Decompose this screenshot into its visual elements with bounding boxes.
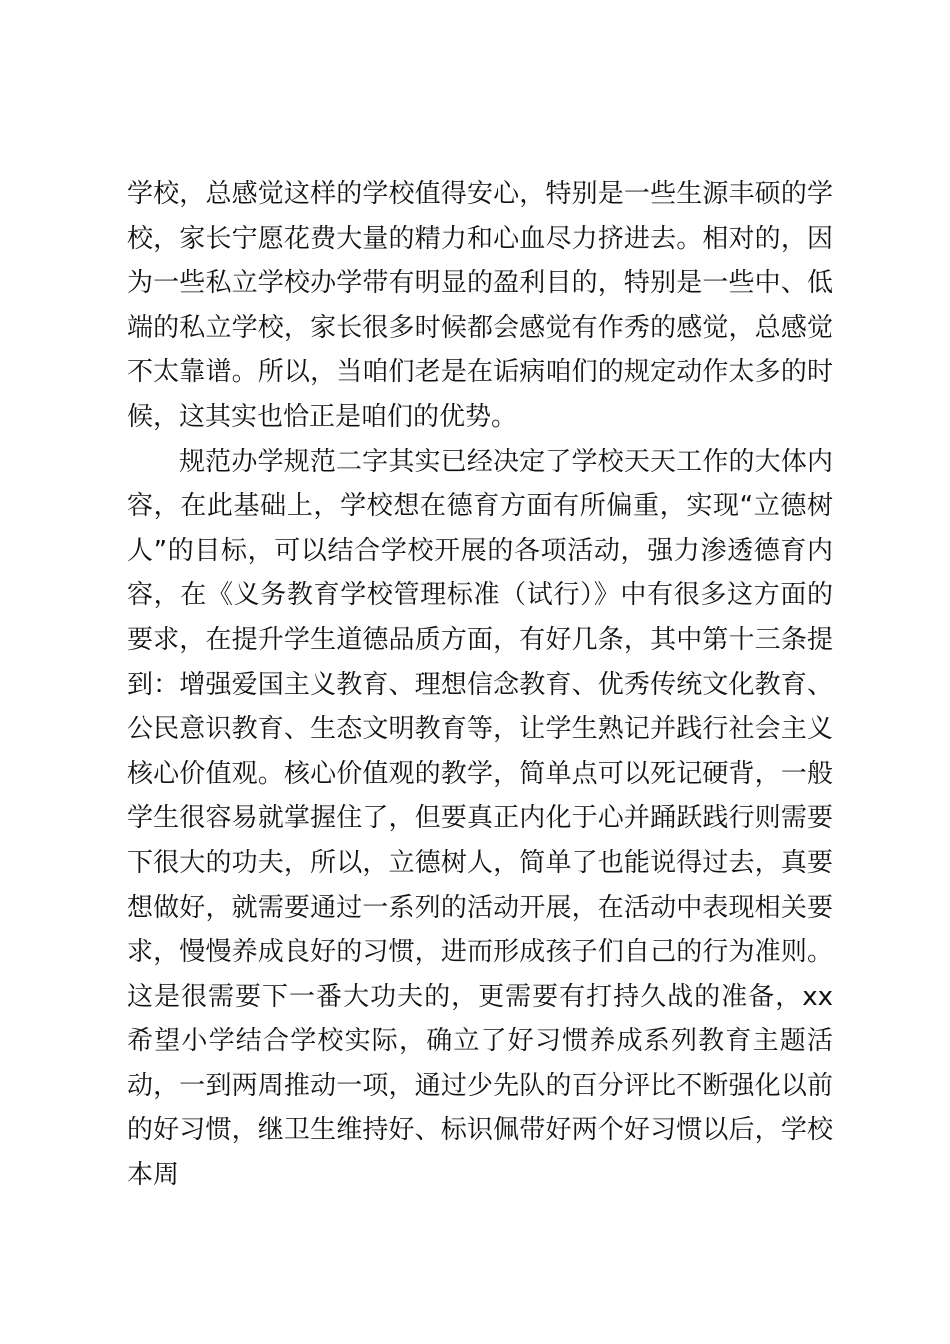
paragraph-1: 学校，总感觉这样的学校值得安心，特别是一些生源丰硕的学校，家长宁愿花费大量的精力和心血尽力挤进去。相对的，因为一些私立学校办学带有明显的盈利目的，特别是一些中、低端的私立学校，家长很多时候都会感觉有作秀的感觉，总感觉不太靠谱。所以，当咱们老是在诟病咱们的规定动作太多的时候，这其实也恰正是咱们的优势。	[127, 179, 833, 432]
paragraph-2: 规范办学规范二字其实已经决定了学校天天工作的大体内容，在此基础上，学校想在德育方面有所偏重，实现“立德树人”的目标，可以结合学校开展的各项活动，强力渗透德育内容，在《义务教育学校管理标准（试行）》中有很多这方面的要求，在提升学生道德品质方面，有好几条，其中第十三条提到：增强爱国主义教育、理想信念教育、优秀传统文化教育、公民意识教育、生态文明教育等，让学生熟记并践行社会主义核心价值观。核心价值观的教学，简单点可以死记硬背，一般学生很容易就掌握住了，但要真正内化于心并踊跃践行则需要下很大的功夫，所以，立德树人，简单了也能说得过去，真要想做好，就需要通过一系列的活动开展，在活动中表现相关要求，慢慢养成良好的习惯，进而形成孩子们自己的行为准则。这是很需要下一番大功夫的，更需要有打持久战的准备，xx希望小学结合学校实际，确立了好习惯养成系列教育主题活动，一到两周推动一项，通过少先队的百分评比不断强化以前的好习惯，继卫生维持好、标识佩带好两个好习惯以后，学校本周	[127, 446, 833, 1191]
document-body	[127, 172, 833, 1198]
